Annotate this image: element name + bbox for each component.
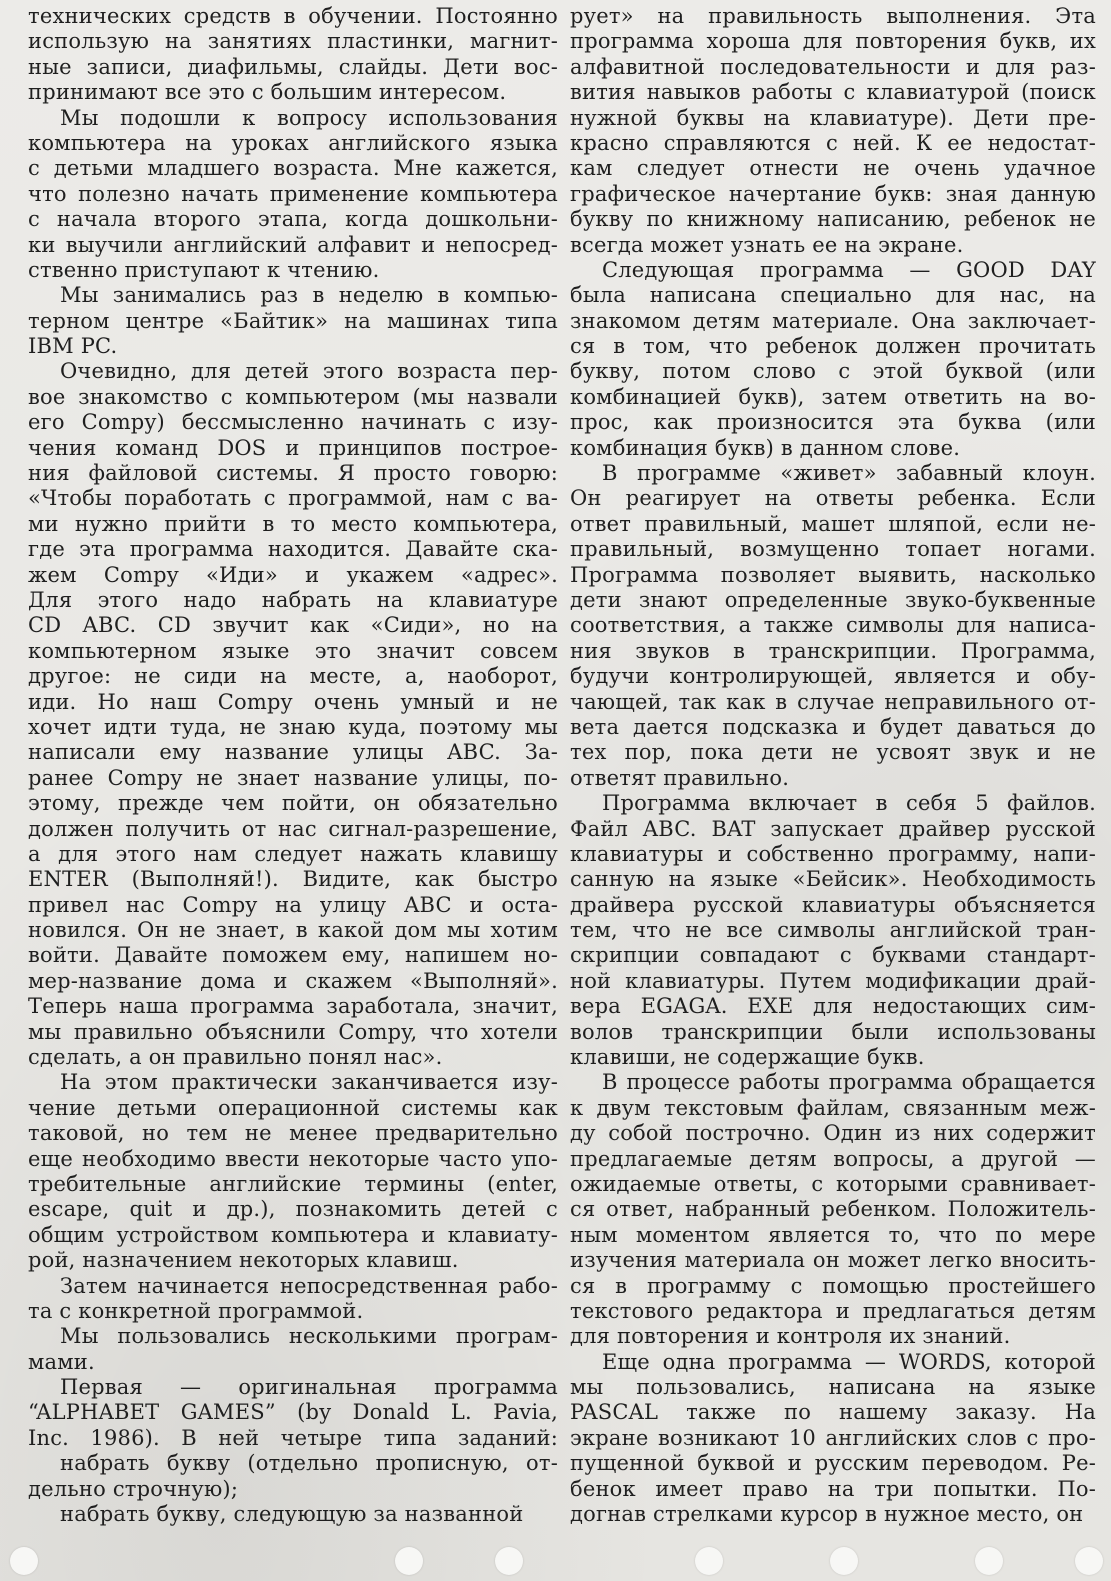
text-line: рует» на правильность выполнения. Эта — [570, 4, 1096, 28]
text-line: Файл ABC. BAT запускает драйвер русской — [570, 816, 1096, 841]
text-line: будучи контролирующей, является и обу- — [570, 664, 1096, 689]
binder-hole — [10, 1547, 38, 1575]
text-line: бенок имеет право на три попытки. По- — [570, 1476, 1096, 1501]
text-line: компьютера на уроках английского языка — [28, 130, 558, 155]
text-line: привел нас Compy на улицу ABC и оста- — [28, 892, 558, 917]
text-line: escape, quit и др.), познакомить детей с — [28, 1197, 558, 1222]
text-line: ся в том, что ребенок должен прочитать — [570, 334, 1096, 359]
text-line: дети знают определенные звуко-буквенные — [570, 587, 1096, 612]
text-line: Следующая программа — GOOD DAY — [602, 257, 1096, 282]
text-line: использую на занятиях пластинки, магнит- — [28, 29, 558, 54]
text-line: санную на языке «Бейсик». Необходимость — [570, 867, 1096, 892]
text-line: В процессе работы программа обращается — [602, 1070, 1096, 1095]
text-line: догнав стрелками курсор в нужное место, он — [570, 1502, 1084, 1527]
text-line: правильный, возмущенно топает ногами. — [570, 537, 1096, 562]
binder-hole — [495, 1547, 523, 1575]
text-line: с детьми младшего возраста. Мне кажется, — [28, 156, 558, 181]
text-line: для повторения и контроля их знаний. — [570, 1324, 1011, 1349]
text-line: Мы подошли к вопросу использования — [60, 105, 558, 130]
text-line: чения команд DOS и принципов построе- — [28, 435, 558, 460]
text-line: жем Compy «Иди» и укажем «адрес». — [28, 562, 558, 587]
text-line: ду собой построчно. Один из них содержит — [570, 1121, 1096, 1146]
text-line: клавиатуры и собственно программу, напи- — [570, 841, 1096, 866]
text-line: компьютерном языке это значит совсем — [28, 638, 558, 663]
binder-hole — [830, 1547, 858, 1575]
text-line: ки выучили английский алфавит и непосред- — [28, 232, 558, 257]
text-line: общим устройством компьютера и клавиату- — [28, 1222, 558, 1247]
text-line: букву по книжному написанию, ребенок не — [570, 207, 1096, 232]
text-line: ным моментом является то, что по мере — [570, 1222, 1096, 1247]
text-line: ми нужно прийти в то место компьютера, — [28, 511, 558, 536]
text-line: рой, назначением некоторых клавиш. — [28, 1248, 459, 1273]
text-line: IBM PC. — [28, 334, 118, 359]
text-line: еще необходимо ввести некоторые часто упо- — [28, 1146, 558, 1171]
right-text-column — [570, 4, 1096, 1527]
text-line: ся ответ, набранный ребенком. Положитель- — [570, 1197, 1096, 1222]
left-text-column — [28, 4, 558, 1527]
text-line: всегда может узнать ее на экране. — [570, 232, 964, 257]
text-line: ответят правильно. — [570, 765, 790, 790]
text-line: Программа включает в себя 5 файлов. — [602, 791, 1096, 816]
text-line: дельно строчную); — [28, 1476, 239, 1501]
binder-hole — [1075, 1547, 1103, 1575]
text-line: принимают все это с большим интересом. — [28, 80, 507, 105]
text-line: Теперь наша программа заработала, значит, — [28, 994, 558, 1019]
text-line: ния файловой системы. Я просто говорю: — [28, 461, 558, 486]
text-line: ся в программу с помощью простейшего — [570, 1273, 1096, 1298]
text-line: его Compy) бессмысленно начинать с изу- — [28, 410, 558, 435]
text-line: Inc. 1986). В ней четыре типа заданий: — [28, 1425, 558, 1450]
text-line: волов транскрипции были использованы — [570, 1019, 1096, 1044]
text-line: графическое начертание букв: зная данную — [570, 181, 1096, 206]
text-line: комбинацией букв), затем ответить на во- — [570, 384, 1096, 409]
text-line: Очевидно, для детей этого возраста пер- — [60, 359, 558, 384]
text-line: алфавитной последовательности и для раз- — [570, 54, 1096, 79]
text-line: экране возникают 10 английских слов с про- — [570, 1425, 1096, 1450]
text-line: вое знакомство с компьютером (мы назвали — [28, 384, 558, 409]
text-line: а для этого нам следует нажать клавишу — [28, 841, 558, 866]
text-line: написали ему название улицы ABC. За- — [28, 740, 558, 765]
text-line: комбинация букв) в данном слове. — [570, 435, 961, 460]
text-line: Мы занимались раз в неделю в компью- — [60, 283, 558, 308]
text-line: чение детьми операционной системы как — [28, 1095, 558, 1120]
text-line: мер-название дома и скажем «Выполняй». — [28, 968, 558, 993]
text-line: программа хороша для повторения букв, их — [570, 29, 1096, 54]
text-line: знакомом детям материале. Она заключает- — [570, 308, 1096, 333]
text-line: тех пор, пока дети не усвоят звук и не — [570, 740, 1096, 765]
text-line: кам следует отнести не очень удачное — [570, 156, 1096, 181]
text-line: Первая — оригинальная программа — [60, 1375, 558, 1400]
text-line: Еще одна программа — WORDS, которой — [602, 1349, 1096, 1374]
text-line: драйвера русской клавиатуры объясняется — [570, 892, 1096, 917]
text-line: набрать букву (отдельно прописную, от- — [60, 1451, 558, 1476]
text-line: вера EGAGA. EXE для недостающих сим- — [570, 994, 1096, 1019]
text-line: сделать, а он правильно понял нас». — [28, 1045, 443, 1070]
text-line: нужной буквы на клавиатуре). Дети пре- — [570, 105, 1096, 130]
text-line: ные записи, диафильмы, слайды. Дети вос- — [28, 54, 558, 79]
text-line: хочет идти туда, не знаю куда, поэтому мы — [28, 714, 558, 739]
text-line: На этом практически заканчивается изу- — [60, 1070, 558, 1095]
text-line: таковой, но тем не менее предварительно — [28, 1121, 558, 1146]
text-line: с начала второго этапа, когда дошкольни- — [28, 207, 558, 232]
text-line: этому, прежде чем пойти, он обязательно — [28, 791, 558, 816]
text-line: ной клавиатуры. Путем модификации драй- — [570, 968, 1096, 993]
binder-hole — [695, 1547, 723, 1575]
binder-hole — [395, 1547, 423, 1575]
text-line: вития навыков работы с клавиатурой (поиск — [570, 80, 1096, 105]
text-line: ранее Compy не знает название улицы, по- — [28, 765, 558, 790]
text-line: ожидаемые ответы, с которыми сравнивает- — [570, 1171, 1096, 1196]
text-line: красно справляются с ней. К ее недостат- — [570, 130, 1096, 155]
text-line: была написана специально для нас, на — [570, 283, 1096, 308]
text-line: новился. Он не знает, в какой дом мы хотим — [28, 918, 558, 943]
text-line: CD ABC. CD звучит как «Сиди», но на — [28, 613, 558, 638]
text-line: прос, как произносится эта буква (или — [570, 410, 1096, 435]
text-line: набрать букву, следующую за названной — [60, 1502, 524, 1527]
text-line: ответ правильный, машет шляпой, если не- — [570, 511, 1096, 536]
text-line: Мы пользовались несколькими програм- — [60, 1324, 558, 1349]
binder-holes — [0, 1541, 1111, 1581]
text-line: Затем начинается непосредственная рабо- — [60, 1273, 558, 1298]
text-line: войти. Давайте поможем ему, напишем но- — [28, 943, 558, 968]
text-line: где эта программа находится. Давайте ска- — [28, 537, 558, 562]
text-line: “ALPHABET GAMES” (by Donald L. Pavia, — [28, 1400, 558, 1425]
text-line: ственно приступают к чтению. — [28, 257, 380, 282]
text-line: скрипции совпадают с буквами стандарт- — [570, 943, 1096, 968]
text-line: терном центре «Байтик» на машинах типа — [28, 308, 558, 333]
text-line: соответствия, а также символы для написа- — [570, 613, 1096, 638]
text-line: мы пользовались, написана на языке — [570, 1375, 1096, 1400]
text-line: мами. — [28, 1349, 95, 1374]
text-line: текстового редактора и предлагаться детям — [570, 1298, 1096, 1323]
text-line: ния звуков в транскрипции. Программа, — [570, 638, 1096, 663]
text-line: чающей, так как в случае неправильного от- — [570, 689, 1096, 714]
text-line: PASCAL также по нашему заказу. На — [570, 1400, 1096, 1425]
text-line: должен получить от нас сигнал-разрешение, — [28, 816, 558, 841]
text-line: требительные английские термины (enter, — [28, 1171, 558, 1196]
text-line: клавиши, не содержащие букв. — [570, 1045, 925, 1070]
text-line: Он реагирует на ответы ребенка. Если — [570, 486, 1096, 511]
text-line: изучения материала он может легко вносить- — [570, 1248, 1096, 1273]
text-line: к двум текстовым файлам, связанным меж- — [570, 1095, 1096, 1120]
text-line: что полезно начать применение компьютера — [28, 181, 558, 206]
binder-hole — [975, 1547, 1003, 1575]
text-line: иди. Но наш Compy очень умный и не — [28, 689, 558, 714]
text-line: вета дается подсказка и будет даваться до — [570, 714, 1096, 739]
text-line: Программа позволяет выявить, насколько — [570, 562, 1096, 587]
text-line: «Чтобы поработать с программой, нам с ва- — [28, 486, 558, 511]
text-line: букву, потом слово с этой буквой (или — [570, 359, 1096, 384]
text-line: мы правильно объяснили Compy, что хотели — [28, 1019, 558, 1044]
text-line: та с конкретной программой. — [28, 1298, 364, 1323]
text-line: В программе «живет» забавный клоун. — [602, 461, 1096, 486]
text-line: технических средств в обучении. Постоянно — [28, 4, 558, 28]
text-line: ENTER (Выполняй!). Видите, как быстро — [28, 867, 558, 892]
text-line: предлагаемые детям вопросы, а другой — — [570, 1146, 1096, 1171]
text-line: Для этого надо набрать на клавиатуре — [28, 587, 558, 612]
text-line: тем, что не все символы английской тран- — [570, 918, 1096, 943]
text-line: пущенной буквой и русским переводом. Ре- — [570, 1451, 1096, 1476]
text-line: другое: не сиди на месте, а, наоборот, — [28, 664, 558, 689]
